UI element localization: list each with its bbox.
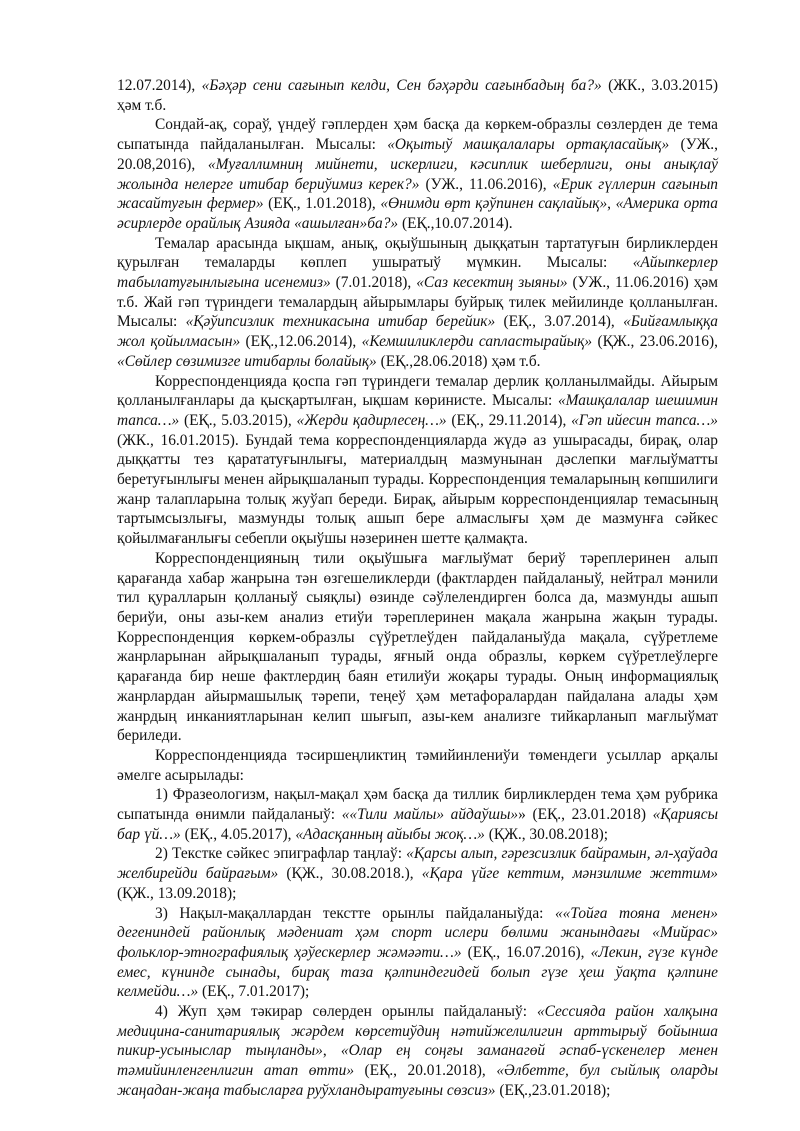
- text-run: (ЖК., 16.01.2015). Бундай тема корреспонденцияларда жүдә аз ушырасады, бирақ, олар дыққатты тез қарататуғынлығы, материалдың мазмунынан дәслепки мағлыўматты беретуғынлығы менен айрықшаланып турады. Корреспонденция темаларының көпшилиги жанр талапларына толық жуўап береди. Бирақ, айырым корреспонденциялар темасының тартымсызлығы, мазмунды толық ашып бере алмаслығы ҳәм де мазмунға сәйкес қойылмағанлығы себепли оқыўшы нәзеринен шетте қалмақта.: [117, 431, 718, 548]
- text-run: Корреспонденцияда тәсиршеңликтиң тәмийинлениўи төмендеги усыллар арқалы әмелге асырылады:: [117, 746, 718, 784]
- quoted-example: «Жерди қадирлесең…»: [296, 411, 447, 429]
- paragraph: [117, 234, 718, 372]
- text-run: Сондай-ақ, сораў, үндеў гәплерден ҳәм басқа да көркем-образлы сөзлерден де тема сыпатында пайдаланылған. Мысалы:: [117, 116, 718, 154]
- quoted-example: «Олар ең соңғы заманагөй әспаб-үскенелер менен тәмийинленгенлигин атап өтти»: [117, 1042, 719, 1080]
- text-run: ,: [607, 195, 616, 213]
- quoted-example: «Америка орта әсирлерде орайлық Азияда «ашылған»ба?»: [117, 195, 718, 232]
- paragraph: [117, 76, 718, 115]
- text-run: ,: [322, 1042, 341, 1060]
- text-run: 3) Нақыл-мақаллардан текстте орынлы пайдаланыўда:: [155, 904, 555, 922]
- paragraph: [117, 115, 718, 233]
- quoted-example: «Қәўипсизлик техникасына итибар берейик»: [185, 313, 496, 331]
- quoted-example: «Сөйлер сөзимизге итибарлы болайық»: [117, 352, 377, 370]
- text-run: Темалар арасында ықшам, анық, оқыўшының дыққатын тартатуғын бирликлерден қурылған темаларды көплеп ушыратыў мүмкин. Мысалы:: [117, 234, 718, 272]
- text-run: (УЖ., 11.06.2016) ҳәм т.б. Жай гәп түриндеги темалардың айырымлары буйрық тилек мейилинде қолланылған. Мысалы:: [117, 274, 718, 331]
- quoted-example: «Машқалалар шешимин тапса…»: [117, 392, 718, 429]
- text-run: (ЕҚ., 20.01.2018),: [354, 1062, 497, 1080]
- quoted-example: «Қара үйге кеттим, мәнзилиме жеттим»: [421, 865, 718, 883]
- text-run: (ҚЖ., 30.08.2018);: [484, 825, 609, 843]
- text-run: » (ЕҚ., 23.01.2018): [518, 806, 653, 824]
- text-run: (ЕҚ., 29.11.2014),: [446, 411, 572, 429]
- paragraph: [117, 372, 718, 549]
- text-run: (ҚЖ., 23.06.2016),: [592, 333, 718, 351]
- text-run: (ЕҚ., 5.03.2015),: [179, 411, 297, 429]
- text-run: (ЕҚ., 4.05.2017),: [180, 825, 296, 843]
- quoted-example: «Кемшиликлерди сапластырайық»: [361, 333, 593, 351]
- quoted-example: «Айыпкерлер табылатуғынлығына исенемиз»: [117, 254, 718, 292]
- text-run: (ЖК., 3.03.2015) ҳәм т.б.: [117, 77, 718, 114]
- quoted-example: ««Тойға тояна менен» дегениндей районлық мәдениат ҳәм спорт ислери бөлими жанындағы «Мийрас» фольклор-этнографиялық ҳәўескерлер жәмәәти…»: [117, 904, 718, 961]
- text-run: (7.01.2018),: [330, 274, 417, 292]
- text-run: 4) Жуп ҳәм тәкирар сөлерден орынлы пайдаланыў:: [155, 1003, 537, 1021]
- text-run: (УЖ., 20.08,2016),: [117, 136, 718, 173]
- quoted-example: «Қариясы бар үй…»: [117, 806, 718, 843]
- text-run: (ҚЖ., 13.09.2018);: [117, 884, 237, 902]
- text-run: Корреспонденцияда қоспа гәп түриндеги темалар дерлик қолланылмайды. Айырым қолланылғанлары да қысқартылған, ықшам көринисте. Мысалы:: [117, 372, 718, 410]
- text-run: (ЕҚ., 3.07.2014),: [495, 313, 624, 331]
- quoted-example: «Әлбетте, бул сыйлық оларды жаңадан-жаңа табысларға руўхландыратуғыны сөзсиз»: [117, 1062, 718, 1099]
- quoted-example: «Бийғамлыққа жол қойылмасын»: [117, 313, 718, 351]
- text-run: (ЕҚ., 1.01.2018),: [263, 195, 381, 213]
- quoted-example: «Лекин, гүзе күнде емес, күнинде сынады, бирақ таза қәлпиндегидей болып гүзе ҳеш ўақта қәлпине келмейди…»: [117, 943, 718, 1001]
- paragraph: [117, 746, 718, 785]
- body-text: [117, 76, 718, 1101]
- quoted-example: «Өнимди өрт қәўпинен сақлайық»: [380, 195, 608, 213]
- paragraph: [117, 844, 718, 903]
- text-run: (ЕҚ.,23.01.2018);: [495, 1081, 611, 1099]
- quoted-example: «Адасқанның айыбы жоқ…»: [295, 825, 485, 843]
- text-run: 1) Фразеологизм, нақыл-мақал ҳәм басқа да тиллик бирликлерден тема ҳәм рубрика сыпатында өнимли пайдаланыў:: [117, 786, 718, 824]
- quoted-example: «Саз кесектиң зыяны»: [416, 274, 568, 292]
- quoted-example: «Қарсы алып, гәрезсизлик байрамын, әл-ҳаўада желбирейди байрағым»: [117, 845, 718, 883]
- text-run: 12.07.2014),: [117, 77, 202, 94]
- quoted-example: «Оқытыў машқалалары ортақласайық»: [387, 136, 670, 154]
- paragraph: [117, 549, 718, 746]
- text-run: Корреспонденцияның тили оқыўшыға мағлыўмат бериў тәреплеринен алып қарағанда хабар жанрына тән өзгешеликлерди (фактларден пайдаланыў, нейтрал мәнили тил қуралларын қолланыў сыяқлы) өзинде сәўлелендирген болса да, мазмунды ашып бериўи, оны азы-кем анализ етиўи тәреплеринен мақала жанрына жақын турады. Корреспонденция көркем-образлы сүўретлеўден пайдаланыўда мақала, сүўретлеме жанрларынан айрықшаланып турады, яғный онда образлы, көркем сүўретлеўлерге қарағанда бир неше фактлердиң баян етилиўи жоқары турады. Оның информациялық жанрлардан айырмашылық тәрепи, теңеў ҳәм метафоралардан пайдалана алады ҳәм жанрдың инканиятларынан келип шығып, азы-кем анализге тийкарланып мағлыўмат бериледи.: [117, 549, 718, 745]
- text-run: (ҚЖ., 30.08.2018.),: [278, 865, 422, 883]
- text-run: (ЕҚ.,28.06.2018) ҳәм т.б.: [376, 352, 541, 370]
- quoted-example: «Муғаллимниң мийнети, искерлиги, кәсиплик шеберлиги, оны анықлаў жолында нелерге итибар бериўимиз керек?»: [117, 155, 718, 193]
- text-run: (ЕҚ.,12.06.2014),: [240, 333, 362, 351]
- quoted-example: «Бәҳәр сени сағынып келди, Сен бәҳәрди сағынбадың ба?»: [201, 77, 602, 94]
- text-run: (УЖ., 11.06.2016),: [419, 175, 553, 193]
- quoted-example: «Ерик гүллерин сағынып жасайтуғын фермер»: [117, 175, 718, 213]
- text-run: (ЕҚ.,10.07.2014).: [398, 214, 513, 232]
- quoted-example: ««Тили майлы» айдаўшы»: [341, 806, 519, 824]
- paragraph: [117, 785, 718, 844]
- text-run: (ЕҚ., 7.01.2017);: [198, 983, 310, 1001]
- text-run: (ЕҚ., 16.07.2016),: [461, 943, 591, 961]
- quoted-example: «Гәп ийесин тапса…»: [571, 411, 718, 429]
- quoted-example: «Сессияда район халқына медицина-санитариялық жәрдем көрсетиўдиң нәтийжелилигин арттырыў бойынша пикир-усыныслар тыңланды»: [117, 1003, 718, 1060]
- text-run: 2) Текстке сәйкес эпиграфлар таңлаў:: [155, 845, 407, 863]
- paragraph: [117, 1002, 718, 1101]
- paragraph: [117, 904, 718, 1003]
